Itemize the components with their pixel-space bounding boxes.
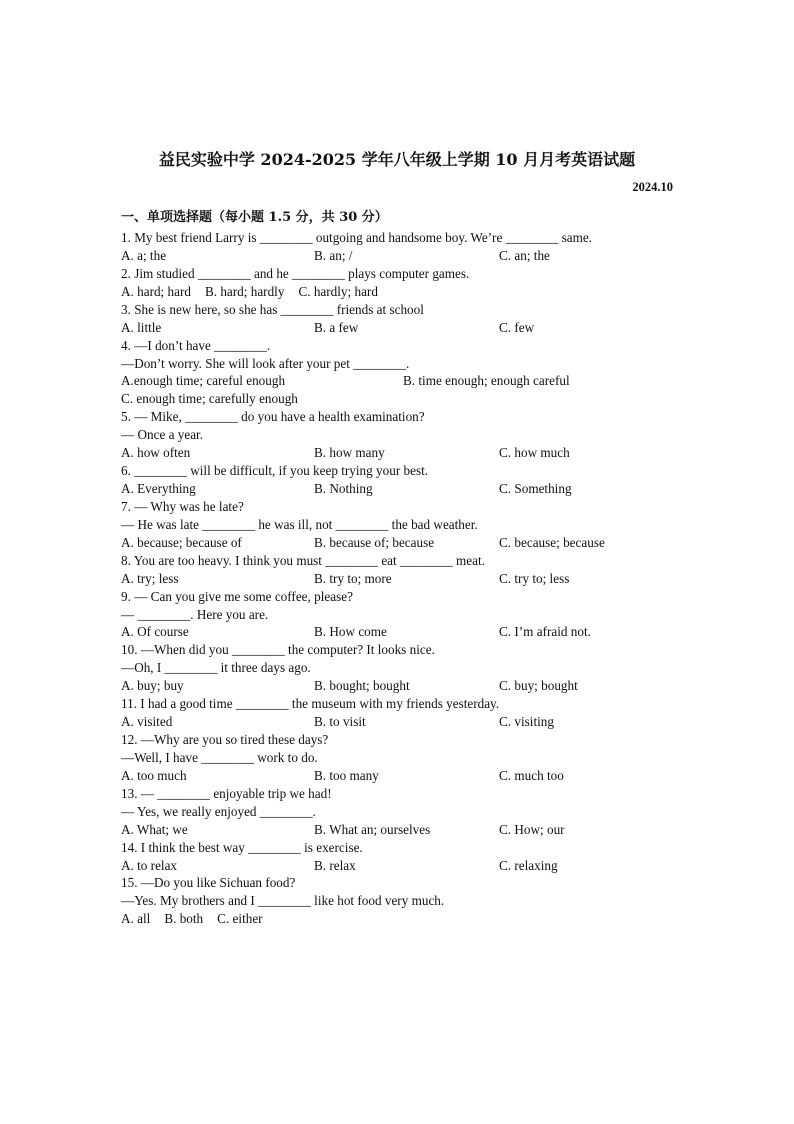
answer-option: B. try to; more <box>314 570 392 586</box>
answer-option: A. Of course <box>121 624 189 640</box>
options-line <box>0 713 794 731</box>
question-line <box>0 516 794 534</box>
question-text: C. enough time; carefully enough <box>121 391 298 407</box>
question-text: — ________. Here you are. <box>121 606 269 622</box>
question-text: 5. — Mike, ________ do you have a health examination? <box>121 409 425 425</box>
question-line <box>0 390 794 408</box>
answer-option: B. bought; bought <box>314 678 410 694</box>
answer-option: C. an; the <box>499 247 550 263</box>
options-line <box>0 283 794 301</box>
question-text: 1. My best friend Larry is ________ outgoing and handsome boy. We’re ________ same. <box>121 230 593 245</box>
question-text: 2. Jim studied ________ and he ________ plays computer games. <box>121 265 470 281</box>
question-text: 13. — ________ enjoyable trip we had! <box>121 785 332 801</box>
answer-option: C. few <box>499 319 535 335</box>
question-text: —Don’t worry. She will look after your pet ________. <box>121 355 410 371</box>
question-line <box>0 785 794 803</box>
options-line <box>0 534 794 552</box>
question-line <box>0 498 794 516</box>
answer-option: B. how many <box>314 445 385 461</box>
answer-option: B. too many <box>314 767 379 783</box>
answer-option: B. a few <box>314 319 359 335</box>
answer-option: A. hard; hard <box>121 283 191 299</box>
question-line <box>0 695 794 713</box>
answer-option: C. hardly; hard <box>298 283 378 299</box>
answer-option: B. to visit <box>314 714 366 730</box>
exam-title: 益民实验中学 2024-2025 学年八年级上学期 10 月月考英语试题 <box>158 150 636 169</box>
exam-date: 2024.10 <box>632 180 673 194</box>
question-text: — Yes, we really enjoyed ________. <box>121 803 316 819</box>
answer-option: A. how often <box>121 445 191 461</box>
section-heading: 一、单项选择题（每小题 1.5 分，共 30 分） <box>121 210 388 225</box>
question-line <box>0 355 794 373</box>
question-line <box>0 659 794 677</box>
question-line <box>0 229 794 247</box>
question-line <box>0 588 794 606</box>
question-text: — He was late ________ he was ill, not ________ the bad weather. <box>121 516 478 532</box>
answer-option: A. a; the <box>121 247 167 263</box>
answer-option: C. buy; bought <box>499 678 578 694</box>
answer-option: A. to relax <box>121 857 178 873</box>
question-text: 3. She is new here, so she has ________ friends at school <box>121 301 424 317</box>
answer-option: C. How; our <box>499 821 565 837</box>
question-text: 11. I had a good time ________ the museum with my friends yesterday. <box>121 696 500 712</box>
question-line <box>0 892 794 910</box>
answer-option: C. I’m afraid not. <box>499 624 591 640</box>
answer-option: C. because; because <box>499 534 605 550</box>
options-line <box>0 247 794 265</box>
question-text: 6. ________ will be difficult, if you keep trying your best. <box>121 463 429 479</box>
answer-option: C. Something <box>499 481 572 497</box>
answer-option: B. hard; hardly <box>204 283 285 299</box>
question-text: 7. — Why was he late? <box>121 498 244 514</box>
question-text: — Once a year. <box>121 427 204 443</box>
answer-option: C. either <box>217 911 263 927</box>
answer-option: A. too much <box>121 767 187 783</box>
answer-option: C. visiting <box>499 714 554 730</box>
question-line <box>0 462 794 480</box>
answer-option: C. try to; less <box>499 570 570 586</box>
options-line <box>0 372 794 390</box>
answer-option: A. buy; buy <box>121 678 184 694</box>
answer-option: B. What an; ourselves <box>314 821 431 837</box>
question-text: 12. —Why are you so tired these days? <box>121 732 329 748</box>
answer-option: B. relax <box>314 857 356 873</box>
question-text: 14. I think the best way ________ is exercise. <box>121 839 363 855</box>
answer-option: A. little <box>121 319 162 335</box>
question-line <box>0 641 794 659</box>
question-text: —Oh, I ________ it three days ago. <box>121 660 311 676</box>
answer-option: A. try; less <box>121 570 179 586</box>
question-line <box>0 874 794 892</box>
answer-option: B. time enough; enough careful <box>403 373 570 389</box>
options-line <box>0 857 794 875</box>
options-line <box>0 319 794 337</box>
options-line <box>0 767 794 785</box>
question-line <box>0 337 794 355</box>
question-text: 15. —Do you like Sichuan food? <box>121 875 296 891</box>
question-line <box>0 731 794 749</box>
answer-option: B. because of; because <box>314 534 435 550</box>
question-text: 4. —I don’t have ________. <box>121 337 271 353</box>
options-line <box>0 480 794 498</box>
answer-option: A. all <box>121 911 151 927</box>
question-text: —Well, I have ________ work to do. <box>121 749 318 765</box>
question-text: 10. —When did you ________ the computer? It looks nice. <box>121 642 435 658</box>
question-text: 8. You are too heavy. I think you must ________ eat ________ meat. <box>121 552 485 568</box>
options-line <box>0 677 794 695</box>
answer-option: A.enough time; careful enough <box>121 373 286 389</box>
question-line <box>0 606 794 624</box>
answer-option: B. Nothing <box>314 481 373 497</box>
answer-option: B. How come <box>314 624 387 640</box>
answer-option: B. both <box>164 911 204 927</box>
question-line <box>0 803 794 821</box>
question-line <box>0 552 794 570</box>
question-line <box>0 749 794 767</box>
question-line <box>0 426 794 444</box>
question-text: —Yes. My brothers and I ________ like hot food very much. <box>121 893 445 909</box>
question-line <box>0 265 794 283</box>
options-line <box>0 910 794 928</box>
answer-option: C. relaxing <box>499 857 558 873</box>
question-text: 9. — Can you give me some coffee, please? <box>121 588 353 604</box>
answer-option: C. how much <box>499 445 570 461</box>
question-line <box>0 301 794 319</box>
question-line <box>0 839 794 857</box>
answer-option: A. Everything <box>121 481 196 497</box>
options-line <box>0 623 794 641</box>
answer-option: A. visited <box>121 714 173 730</box>
answer-option: C. much too <box>499 767 564 783</box>
options-line <box>0 821 794 839</box>
answer-option: A. What; we <box>121 821 188 837</box>
answer-option: B. an; / <box>314 247 353 263</box>
options-line <box>0 570 794 588</box>
options-line <box>0 444 794 462</box>
answer-option: A. because; because of <box>121 534 242 550</box>
question-line <box>0 408 794 426</box>
